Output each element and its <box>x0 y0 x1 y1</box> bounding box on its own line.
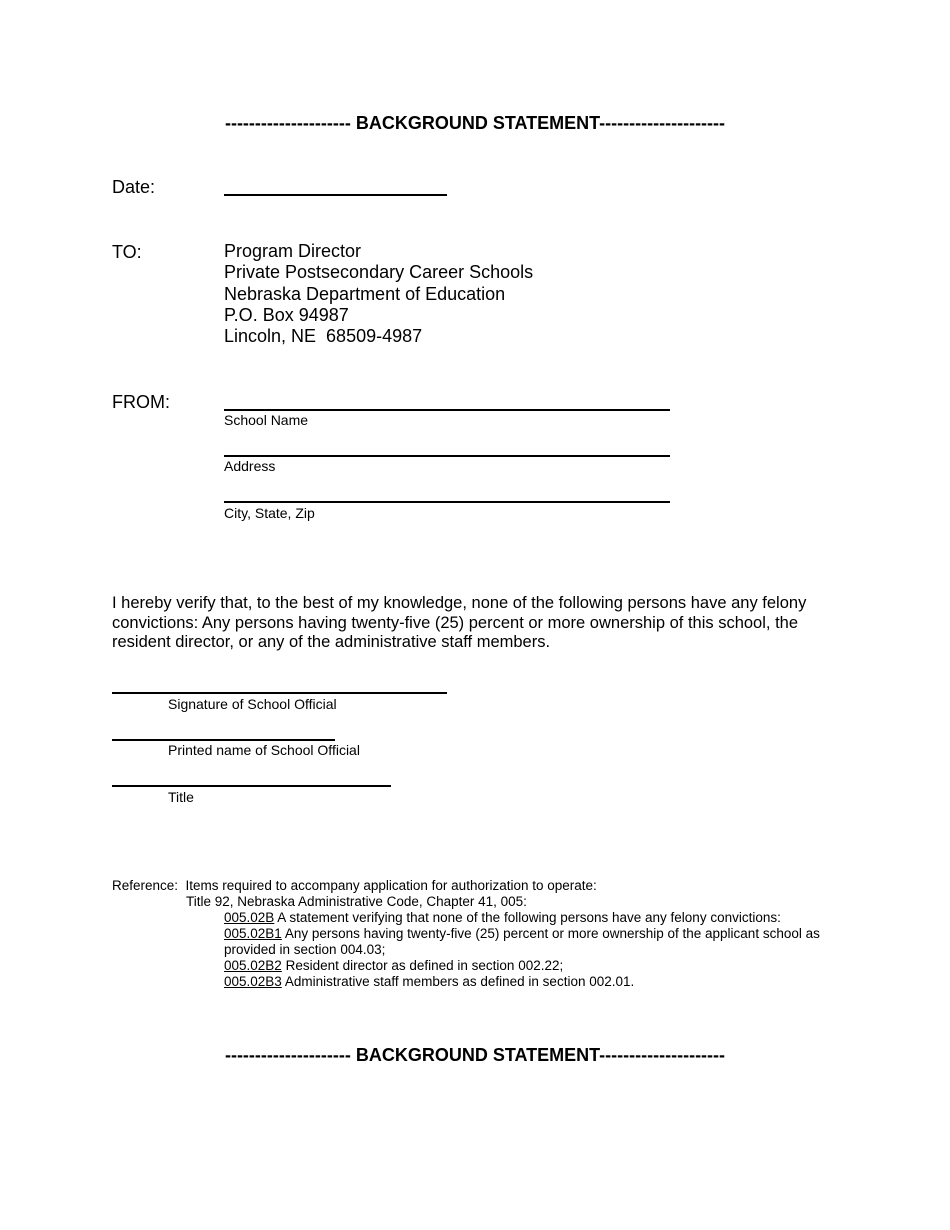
school-name-field-line[interactable] <box>224 409 670 411</box>
title-field-line[interactable] <box>112 785 391 787</box>
reference-code: 005.02B <box>224 910 275 925</box>
verification-statement: I hereby verify that, to the best of my knowledge, none of the following persons have any felony convictions: Any persons having twenty-five (25) percent or more ownership of this school, the resident director, or any of the administrative staff members. <box>112 594 807 651</box>
reference-intro: Reference: Items required to accompany application for authorization to operate: <box>112 878 597 893</box>
school-name-caption: School Name <box>224 412 309 428</box>
reference-item <box>224 910 836 926</box>
reference-text: Any persons having twenty-five (25) percent or more ownership of the applicant school as provided in section 004.03; <box>224 926 820 957</box>
reference-item <box>224 926 836 958</box>
date-label: Date: <box>112 177 156 197</box>
to-address-block <box>224 241 533 347</box>
address-line: Nebraska Department of Education <box>224 283 506 304</box>
reference-text: Resident director as defined in section 002.22; <box>281 958 564 973</box>
address-field-line[interactable] <box>224 455 670 457</box>
address-line: Program Director <box>224 241 362 261</box>
address-caption: Address <box>224 458 276 474</box>
reference-text: A statement verifying that none of the following persons have any felony convictions: <box>274 910 781 925</box>
reference-source: Title 92, Nebraska Administrative Code, Chapter 41, 005: <box>186 894 527 909</box>
signature-caption: Signature of School Official <box>168 696 337 712</box>
address-line: Private Postsecondary Career Schools <box>224 262 534 283</box>
city-state-zip-caption: City, State, Zip <box>224 505 315 521</box>
reference-code: 005.02B2 <box>224 958 282 973</box>
page-title: --------------------- BACKGROUND STATEMENT--------------------- <box>224 113 726 133</box>
signature-field-line[interactable] <box>112 692 447 694</box>
reference-item <box>224 958 836 974</box>
city-state-zip-field-line[interactable] <box>224 501 670 503</box>
page-footer-title: --------------------- BACKGROUND STATEMENT--------------------- <box>224 1045 726 1065</box>
title-caption: Title <box>168 789 194 805</box>
address-line: P.O. Box 94987 <box>224 304 349 325</box>
printed-name-field-line[interactable] <box>112 739 335 741</box>
reference-item <box>224 974 836 990</box>
from-label: FROM: <box>112 392 170 412</box>
to-label: TO: <box>112 242 142 262</box>
reference-code: 005.02B1 <box>224 926 282 941</box>
reference-items <box>224 910 836 990</box>
reference-text: Administrative staff members as defined in section 002.01. <box>281 974 635 989</box>
date-field-line[interactable] <box>224 194 447 196</box>
reference-code: 005.02B3 <box>224 974 282 989</box>
address-line: Lincoln, NE 68509-4987 <box>224 326 423 347</box>
printed-name-caption: Printed name of School Official <box>168 742 360 758</box>
